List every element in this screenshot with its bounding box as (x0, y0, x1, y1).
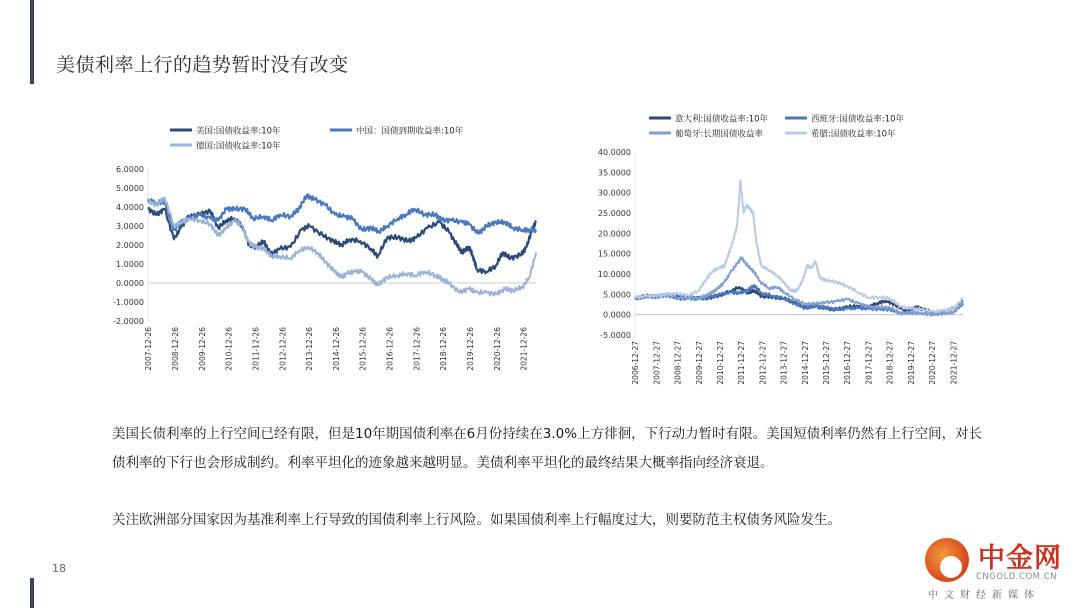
logo-mark-icon (925, 538, 969, 582)
x-tick-label: 2011-12-27 (737, 341, 747, 385)
body-paragraph-1: 美国长债利率的上行空间已经有限，但是10年期国债利率在6月份持续在3.0%上方徘徊，下行动力暂时有限。美国短债利率仍然有上行空间，对长债利率的下行也会形成制约。利率平坦化的迹象越来越明显。美债利率平坦化的最终结果大概率指向经济衰退。 (112, 426, 983, 471)
y-tick-label: -2.0000 (113, 317, 144, 326)
y-tick-label: 5.0000 (116, 184, 144, 193)
legend-label: 西班牙:国债收益率:10年 (811, 114, 905, 125)
y-tick-label: 30.0000 (597, 188, 631, 198)
page-number: 18 (52, 562, 66, 575)
x-tick-label: 2010-12-27 (716, 341, 726, 385)
y-tick-label: 1.0000 (116, 260, 144, 269)
legend-label: 希腊:国债收益率:10年 (811, 129, 896, 140)
y-tick-label: 20.0000 (597, 229, 631, 239)
y-tick-label: 0.0000 (603, 310, 631, 320)
x-tick-label: 2011-12-26 (251, 327, 261, 371)
x-tick-label: 2009-12-27 (694, 341, 704, 385)
y-tick-label: 4.0000 (116, 203, 144, 212)
x-tick-label: 2006-12-27 (631, 341, 641, 385)
x-tick-label: 2009-12-26 (197, 327, 207, 371)
x-tick-label: 2013-12-27 (779, 341, 789, 385)
x-tick-label: 2019-12-27 (906, 341, 916, 385)
x-tick-label: 2015-12-26 (358, 327, 368, 371)
title-accent-bar (30, 0, 34, 84)
legend-label: 德国:国债收益率:10年 (196, 141, 281, 152)
x-tick-label: 2007-12-27 (652, 341, 662, 385)
y-tick-label: 40.0000 (597, 148, 631, 157)
x-tick-label: 2010-12-26 (224, 327, 234, 371)
series-line (148, 194, 536, 233)
y-tick-label: -1.0000 (113, 298, 144, 307)
x-tick-label: 2013-12-26 (305, 327, 315, 371)
legend-label: 意大利:国债收益率:10年 (675, 114, 769, 125)
x-tick-label: 2008-12-26 (171, 327, 181, 371)
x-tick-label: 2016-12-26 (385, 327, 395, 371)
slide-title: 美债利率上行的趋势暂时没有改变 (56, 54, 349, 76)
y-tick-label: 10.0000 (597, 270, 631, 279)
chart-left-us-cn-de-yields (100, 112, 560, 402)
legend-label: 葡萄牙:长期国债收益率 (675, 129, 763, 140)
y-tick-label: 15.0000 (597, 249, 631, 259)
logo-name: 中金网 (978, 543, 1062, 574)
x-tick-label: 2020-12-27 (928, 341, 938, 385)
y-tick-label: 25.0000 (597, 209, 631, 218)
y-tick-label: 35.0000 (597, 168, 631, 178)
x-tick-label: 2012-12-27 (758, 341, 768, 385)
x-tick-label: 2021-12-26 (519, 327, 529, 371)
x-tick-label: 2015-12-27 (822, 341, 832, 385)
x-tick-label: 2018-12-26 (439, 327, 449, 371)
x-tick-label: 2017-12-26 (412, 327, 422, 371)
legend-label: 美国:国债收益率:10年 (196, 126, 281, 137)
y-tick-label: 6.0000 (116, 165, 144, 174)
footer-accent-bar (30, 578, 34, 608)
y-tick-label: 5.0000 (603, 290, 631, 300)
chart-right-european-yields (585, 104, 980, 404)
x-tick-label: 2014-12-26 (331, 327, 341, 371)
logo-domain: CNGOLD.COM.CN (976, 572, 1058, 582)
logo (920, 530, 1070, 605)
y-tick-label: 2.0000 (116, 241, 144, 250)
series-line (635, 181, 963, 313)
x-tick-label: 2018-12-27 (885, 341, 895, 385)
legend-label: 中国：国债到期收益率:10年 (356, 126, 464, 137)
body-paragraph-2: 关注欧洲部分国家因为基准利率上行导致的国债利率上行风险。如果国债利率上行幅度过大，则要防范主权债务风险发生。 (112, 512, 841, 528)
x-tick-label: 2020-12-26 (492, 327, 502, 371)
x-tick-label: 2012-12-26 (278, 327, 288, 371)
y-tick-label: 3.0000 (116, 222, 144, 231)
x-tick-label: 2017-12-27 (864, 341, 874, 385)
y-tick-label: 0.0000 (116, 279, 144, 288)
x-tick-label: 2019-12-26 (465, 327, 475, 371)
x-tick-label: 2021-12-27 (949, 341, 959, 385)
x-tick-label: 2016-12-27 (843, 341, 853, 385)
y-tick-label: -5.0000 (600, 331, 631, 340)
x-tick-label: 2007-12-26 (144, 327, 154, 371)
logo-slogan: 中文财经新媒体 (928, 590, 1040, 601)
x-tick-label: 2008-12-27 (673, 341, 683, 385)
x-tick-label: 2014-12-27 (800, 341, 810, 385)
